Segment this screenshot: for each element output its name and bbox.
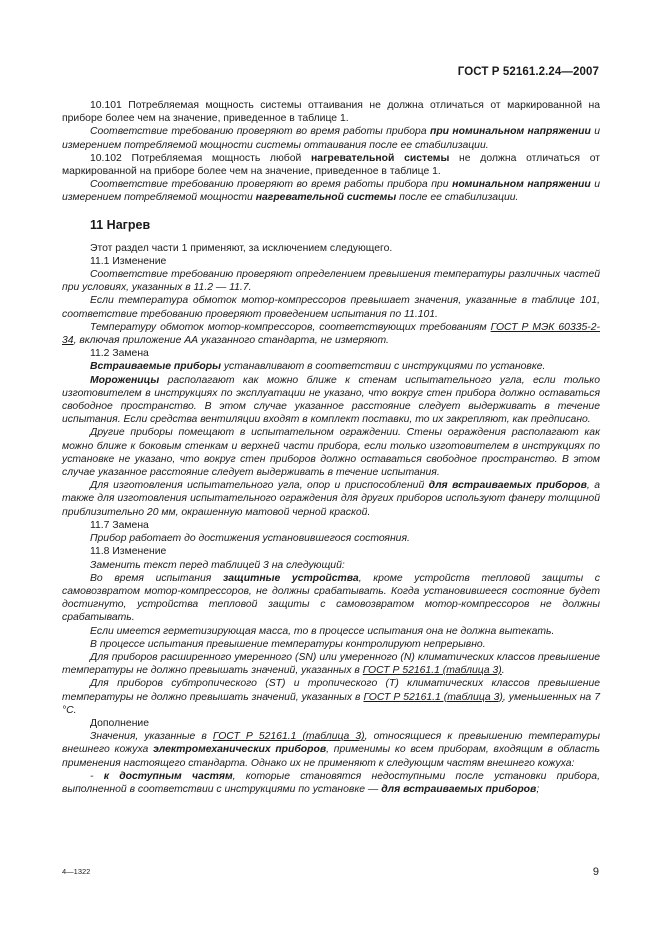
paragraph: [62, 532, 600, 545]
text-run: 11 Нагрев: [90, 217, 151, 232]
paragraph: [62, 294, 600, 320]
text-run: 11.8 Изменение: [90, 546, 167, 558]
standard-reference: ГОСТ Р 52161.1 (таблица 3): [212, 731, 365, 743]
paragraph: [62, 152, 600, 178]
text-run: ;: [536, 783, 540, 795]
standard-reference: ГОСТ Р МЭК 60335-2-34: [62, 321, 600, 347]
text-run: 10.101 Потребляемая мощность системы оттаивания не должна отличаться от маркированной на приборе более чем на значение, приведенное в таблице 1.: [62, 100, 600, 125]
text-run: 11.1 Изменение: [90, 255, 167, 267]
page-number: 9: [592, 866, 599, 878]
paragraph: [62, 572, 600, 625]
text-run: , уменьшенных на 7 °С.: [62, 691, 600, 716]
text-run: при номинальном напряжении: [429, 126, 591, 138]
paragraph: [62, 730, 600, 770]
text-run: Если температура обмоток мотор-компрессоров превышает значения, указанные в таблице 101, соответствие требованию проверяют проведением испытания по 11.101.: [62, 295, 600, 320]
text-run: Прибор работает до достижения установившегося состояния.: [90, 533, 410, 545]
spacer: [62, 233, 600, 242]
section-heading: [62, 217, 600, 233]
text-run: к доступным частям: [103, 770, 233, 782]
paragraph: [62, 638, 600, 651]
paragraph: [62, 559, 600, 572]
paragraph: [62, 99, 600, 125]
text-run: .: [501, 665, 505, 677]
text-run: Дополнение: [90, 717, 150, 729]
text-run: и измерением потребляемой мощности: [62, 179, 601, 204]
text-run: Во время испытания: [90, 572, 223, 584]
text-run: Соответствие требованию проверяют во время работы прибора при: [90, 179, 453, 191]
paragraph: [62, 651, 600, 677]
text-run: Этот раздел части 1 применяют, за исключением следующего.: [90, 242, 393, 254]
text-run: , включая приложение АА указанного стандарта, не измеряют.: [73, 335, 389, 347]
text-run: не должна отличаться от маркированной на приборе более чем на значение, приведенное в таблице 1.: [62, 152, 600, 178]
paragraph: [62, 519, 600, 532]
text-run: устанавливают в соответствии с инструкциями по установке.: [220, 361, 546, 373]
paragraph: [62, 545, 600, 558]
text-run: , относящиеся к превышению температуры внешнего кожуха: [62, 731, 600, 756]
text-run: нагревательной системы: [311, 152, 450, 164]
text-run: защитные устройства: [222, 572, 359, 584]
text-run: Соответствие требованию проверяют во время работы прибора: [90, 126, 430, 138]
paragraph: [62, 374, 600, 427]
text-run: Встраиваемые приборы: [90, 361, 221, 373]
paragraph: [62, 242, 600, 255]
text-run: нагревательной системы: [255, 192, 397, 204]
text-run: электромеханических приборов: [153, 744, 327, 756]
text-run: Если имеется герметизирующая масса, то в процессе испытания она не должна вытекать.: [90, 625, 555, 637]
text-run: 11.2 Замена: [90, 348, 149, 360]
paragraph: [62, 347, 600, 360]
text-run: для встраиваемых приборов: [428, 480, 587, 492]
text-run: 11.7 Замена: [90, 519, 149, 531]
text-run: располагают как можно ближе к стенам испытательного угла, если только изготовителем в инструкциях по эксплуатации не указано, что вокруг стен прибора должно оставаться свободное пространство. В этом случае указанное расстояние следует выдерживать в течение испытания. Если средства вентиляции входят в комплект поставки, то их закрепляют, как предписано.: [62, 374, 600, 426]
text-run: -: [90, 770, 104, 782]
print-code: 4—1322: [62, 867, 91, 876]
text-run: , которые становятся недоступными после установки прибора, выполненной в соответствии с инструкциями по установке —: [62, 770, 600, 795]
text-run: Температуру обмоток мотор-компрессоров, соответствующих требованиям: [90, 321, 491, 333]
text-run: Заменить текст перед таблицей 3 на следующий:: [90, 559, 345, 571]
paragraph: [62, 717, 600, 730]
paragraph: [62, 426, 600, 479]
paragraph: [62, 178, 600, 204]
paragraph: [62, 625, 600, 638]
text-run: 10.102 Потребляемая мощность любой: [90, 152, 312, 164]
text-run: Мороженицы: [90, 374, 160, 386]
text-run: Для изготовления испытательного угла, опор и приспособлений: [90, 480, 429, 492]
paragraph: [62, 125, 600, 151]
paragraph: [62, 360, 600, 373]
text-run: после ее стабилизации.: [396, 192, 519, 204]
paragraph: [62, 321, 600, 347]
text-run: , а также для изготовления испытательного ограждения для других приборов используют фанеру толщиной приблизительно 20 мм, окрашенную матовой черной краской.: [62, 480, 600, 518]
text-run: В процессе испытания превышение температуры контролируют непрерывно.: [90, 638, 486, 650]
standard-reference: ГОСТ Р 52161.1 (таблица 3): [362, 665, 502, 677]
text-run: Для приборов субтропического (ST) и тропического (T) климатических классов превышение температуры не должно превышать значений, указанных в: [62, 678, 600, 703]
text-run: номинальном напряжении: [452, 179, 591, 191]
text-run: и измерением потребляемой мощности системы оттаивания после ее стабилизации.: [62, 126, 601, 151]
paragraph: [62, 268, 600, 294]
text-run: Для приборов расширенного умеренного (SN) или умеренного (N) климатических классов превышение температуры не должно превышать значений, указанных в: [62, 651, 600, 677]
paragraph: [62, 255, 600, 268]
text-run: Соответствие требованию проверяют определением превышения температуры различных частей при условиях, указанных в 11.2 — 11.7.: [62, 269, 600, 294]
text-run: Значения, указанные в: [90, 731, 213, 743]
spacer: [62, 205, 600, 217]
document-body: [62, 99, 600, 796]
paragraph: [62, 770, 600, 796]
paragraph: [62, 479, 600, 519]
text-run: , применимы ко всем приборам, входящим в область применения настоящего стандарта. Однако их не применяют к следующим частям внешнего кожуха:: [62, 744, 600, 769]
text-run: для встраиваемых приборов: [381, 783, 537, 795]
text-run: , кроме устройств тепловой защиты с самовозвратом мотор-компрессоров, не должны срабатывать. Когда установившееся состояние будет достигнуто, устройства тепловой защиты с самовозвратом мотор-компрессоров не должны срабатывать.: [62, 572, 600, 624]
text-run: Другие приборы помещают в испытательном ограждении. Стены ограждения располагают как можно ближе к боковым стенкам и верхней части прибора, если только изготовителем в инструкциях по установке не указано, что вокруг стен приборов должно оставаться свободное пространство. В этом случае указанное расстояние следует выдерживать в течение испытания.: [62, 427, 600, 479]
paragraph: [62, 677, 600, 717]
document-code-header: ГОСТ Р 52161.2.24—2007: [457, 66, 599, 78]
standard-reference: ГОСТ Р 52161.1 (таблица 3): [363, 691, 503, 703]
